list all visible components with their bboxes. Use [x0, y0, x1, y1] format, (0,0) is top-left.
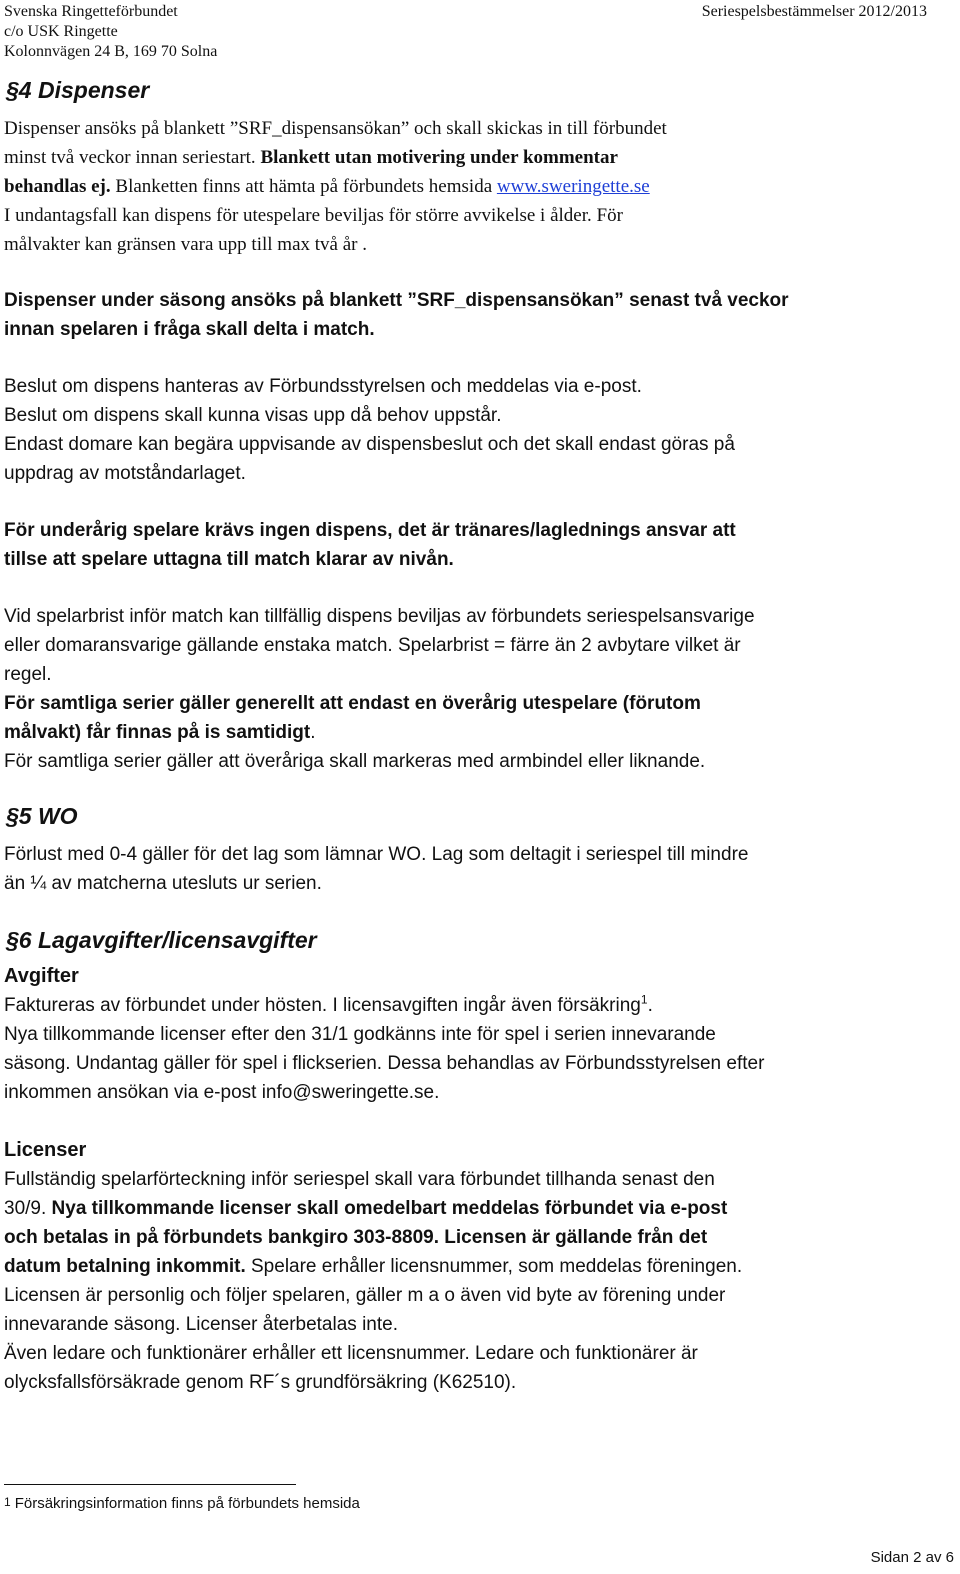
- section-6-avgifter: [4, 962, 954, 1107]
- text-line: olycksfallsförsäkrade genom RF´s grundförsäkring (K62510).: [4, 1372, 517, 1393]
- text-line: och betalas in på förbundets bankgiro 303-8809. Licensen är gällande från det: [4, 1227, 708, 1248]
- text-line: Dispenser under säsong ansöks på blankett ”SRF_dispensansökan” senast två veckor: [4, 290, 789, 311]
- text-line: [4, 172, 954, 201]
- text-line: [4, 1194, 954, 1223]
- text-line: Endast domare kan begära uppvisande av dispensbeslut och det skall endast göras på: [4, 434, 735, 455]
- text-span: .: [310, 722, 316, 743]
- text-line: Fullständig spelarförteckning inför seriespel skall vara förbundet tillhanda senast den: [4, 1169, 715, 1190]
- text-span: Spelare erhåller licensnummer, som meddelas föreningen.: [245, 1256, 743, 1277]
- text-line: I undantagsfall kan dispens för utespelare beviljas för större avvikelse i ålder. För: [4, 205, 623, 226]
- text-line: För samtliga serier gäller att överåriga skall markeras med armbindel eller liknande.: [4, 751, 706, 772]
- text-line: eller domaransvarige gällande enstaka match. Spelarbrist = färre än 2 avbytare vilket är: [4, 635, 741, 656]
- text-span: minst två veckor innan seriestart.: [4, 147, 261, 168]
- section-4-paragraph-1: [4, 114, 954, 259]
- text-line: innan spelaren i fråga skall delta i match.: [4, 319, 375, 340]
- text-line: [4, 718, 954, 747]
- text-line: Nya tillkommande licenser efter den 31/1 godkänns inte för spel i serien innevarande: [4, 1024, 716, 1045]
- section-6-heading: §6 Lagavgifter/licensavgifter: [6, 927, 317, 953]
- website-link[interactable]: www.sweringette: [496, 176, 630, 197]
- section-4-heading: §4 Dispenser: [6, 77, 150, 103]
- section-5-heading: §5 WO: [6, 803, 78, 829]
- header-org-co: c/o USK Ringette: [4, 23, 118, 40]
- bold-text: datum betalning inkommit.: [4, 1256, 246, 1277]
- website-link-suffix[interactable]: .se: [629, 176, 650, 197]
- section-5-paragraph: [4, 840, 954, 898]
- section-4-paragraph-4: [4, 516, 954, 574]
- bold-text: behandlas ej.: [4, 176, 111, 197]
- bold-text: målvakt) får finnas på is samtidigt: [4, 722, 311, 743]
- section-4-paragraph-2: [4, 286, 954, 344]
- licenser-subheading: Licenser: [4, 1139, 87, 1161]
- text-line: [4, 991, 954, 1020]
- text-line: Licensen är personlig och följer spelaren, gäller m a o även vid byte av förening under: [4, 1285, 726, 1306]
- text-line: [4, 143, 954, 172]
- section-6-licenser: [4, 1136, 954, 1397]
- section-4-paragraph-5: [4, 602, 954, 776]
- text-line: Beslut om dispens skall kunna visas upp då behov uppstår.: [4, 405, 502, 426]
- text-line: målvakter kan gränsen vara upp till max två år .: [4, 234, 367, 255]
- text-line: tillse att spelare uttagna till match klarar av nivån.: [4, 549, 454, 570]
- footnote: [4, 1492, 360, 1514]
- bold-text: Nya tillkommande licenser skall omedelbart meddelas förbundet via e-post: [51, 1198, 728, 1219]
- text-line: inkommen ansökan via e-post info@sweringette.se.: [4, 1082, 440, 1103]
- text-line: Beslut om dispens hanteras av Förbundsstyrelsen och meddelas via e-post.: [4, 376, 642, 397]
- text-line: Vid spelarbrist inför match kan tillfällig dispens beviljas av förbundets seriespelsansvarige: [4, 606, 755, 627]
- text-line: Dispenser ansöks på blankett ”SRF_dispensansökan” och skall skickas in till förbundet: [4, 118, 667, 139]
- footnote-text: Försäkringsinformation finns på förbundets hemsida: [14, 1495, 360, 1512]
- section-4-paragraph-3: [4, 372, 954, 488]
- text-span: .: [647, 995, 653, 1016]
- text-span: Faktureras av förbundet under hösten. I licensavgiften ingår även försäkring: [4, 995, 641, 1016]
- text-span: Blanketten finns att hämta på förbundets hemsida: [110, 176, 497, 197]
- avgifter-subheading: Avgifter: [4, 965, 79, 987]
- page-number: Sidan 2 av 6: [870, 1549, 954, 1566]
- text-line: innevarande säsong. Licenser återbetalas inte.: [4, 1314, 398, 1335]
- footnote-marker: 1: [640, 992, 648, 1007]
- text-line: regel.: [4, 664, 52, 685]
- footnote-divider: [4, 1484, 296, 1485]
- text-line: uppdrag av motståndarlaget.: [4, 463, 246, 484]
- header-doc-title: Seriespelsbestämmelser 2012/2013: [701, 3, 927, 20]
- text-line: säsong. Undantag gäller för spel i flickserien. Dessa behandlas av Förbundsstyrelsen efter: [4, 1053, 765, 1074]
- text-line: än ¼ av matcherna utesluts ur serien.: [4, 873, 322, 894]
- footnote-number: 1: [4, 1495, 11, 1509]
- text-line: För samtliga serier gäller generellt att endast en överårig utespelare (förutom: [4, 693, 701, 714]
- bold-text: Blankett utan motivering under kommentar: [260, 147, 618, 168]
- text-line: Förlust med 0-4 gäller för det lag som lämnar WO. Lag som deltagit i seriespel till mindre: [4, 844, 749, 865]
- text-line: Även ledare och funktionärer erhåller ett licensnummer. Ledare och funktionärer är: [4, 1343, 698, 1364]
- text-line: [4, 1252, 954, 1281]
- text-line: För underårig spelare krävs ingen dispens, det är tränares/laglednings ansvar att: [4, 520, 736, 541]
- text-span: 30/9.: [4, 1198, 52, 1219]
- header-org-address: Kolonnvägen 24 B, 169 70 Solna: [4, 43, 218, 60]
- header-org-name: Svenska Ringetteförbundet: [4, 3, 178, 20]
